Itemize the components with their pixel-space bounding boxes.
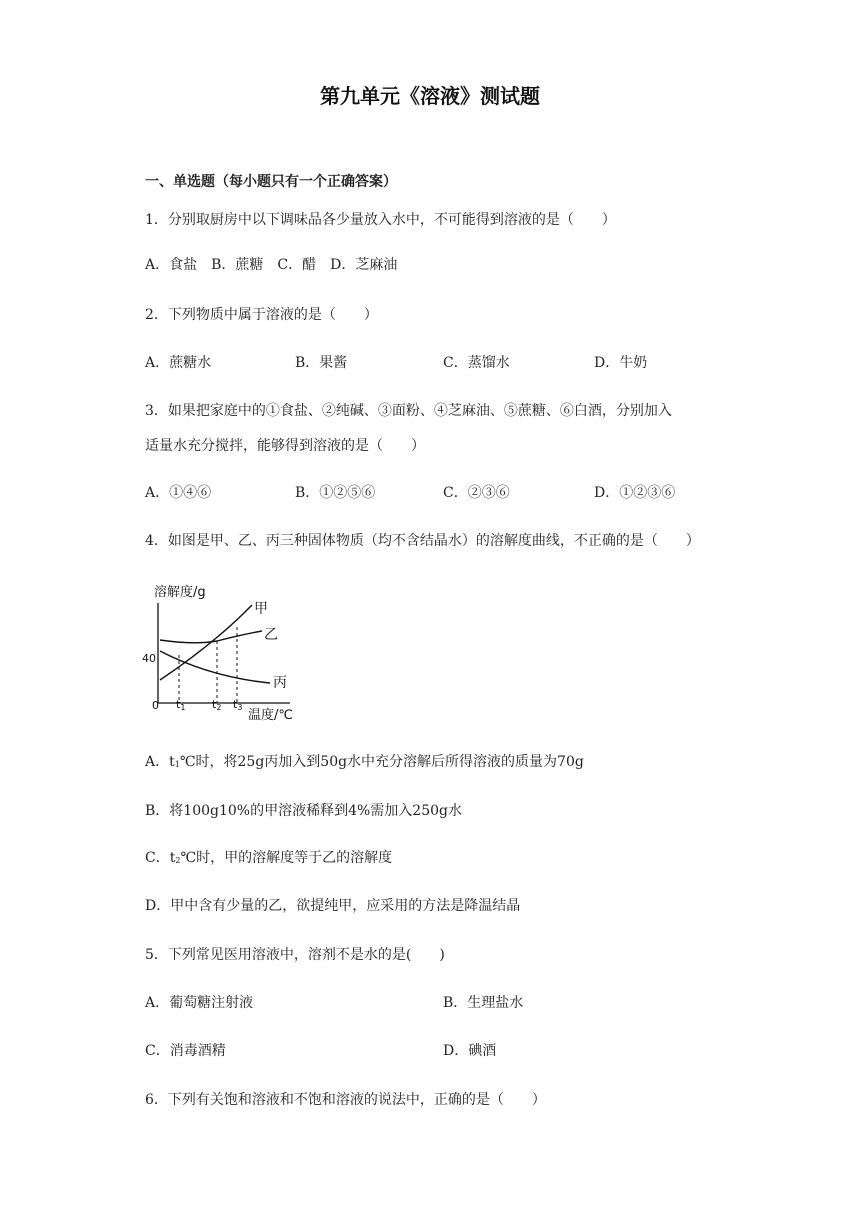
question-1-options: A．食盐 B．蔗糖 C．醋 D．芝麻油: [145, 257, 398, 273]
x-tick-t1: t1: [176, 698, 186, 712]
question-5-option-a: A．葡萄糖注射液: [145, 995, 254, 1011]
question-4-option-c: C．$t_2℃$时，甲的溶解度等于乙的溶解度: [145, 850, 393, 866]
y-tick-40: 40: [142, 652, 156, 665]
question-5-option-c: C．消毒酒精: [145, 1043, 226, 1059]
question-2-option-b: B．果酱: [295, 355, 348, 371]
curve-bing: [160, 651, 270, 683]
x-tick-t2: t2: [212, 698, 222, 712]
question-5-option-d: D．碘酒: [443, 1043, 497, 1059]
question-4-option-a: A．$t_1℃$时，将25g丙加入到50g水中充分溶解后所得溶液的质量为70g: [145, 754, 584, 770]
question-3-stem-line-2: 适量水充分搅拌，能够得到溶液的是（ ）: [145, 438, 425, 454]
question-5-option-b: B．生理盐水: [443, 995, 524, 1011]
question-3-option-d: D．①②③⑥: [594, 485, 676, 501]
question-4-stem: 4．如图是甲、乙、丙三种固体物质（均不含结晶水）的溶解度曲线，不正确的是（ ）: [145, 533, 700, 549]
question-2-option-a: A．蔗糖水: [145, 355, 212, 371]
origin-label: 0: [152, 699, 159, 712]
question-4-option-b: B．将100g10%的甲溶液稀释到4%需加入250g水: [145, 803, 462, 819]
question-5-stem: 5．下列常见医用溶液中，溶剂不是水的是( ): [145, 947, 445, 963]
section-heading: 一、单选题（每小题只有一个正确答案）: [145, 174, 397, 190]
question-2-stem: 2．下列物质中属于溶液的是（ ）: [145, 307, 378, 323]
question-6-stem: 6．下列有关饱和溶液和不饱和溶液的说法中，正确的是（ ）: [145, 1092, 546, 1108]
question-3-option-a: A．①④⑥: [145, 485, 212, 501]
question-3-option-c: C．②③⑥: [443, 485, 510, 501]
curve-label-yi: 乙: [264, 627, 278, 643]
question-3-option-b: B．①②⑤⑥: [295, 485, 376, 501]
y-axis-label: 溶解度/g: [154, 585, 206, 600]
question-2-option-c: C．蒸馏水: [443, 355, 510, 371]
curve-label-jia: 甲: [254, 601, 268, 617]
question-4-option-d: D．甲中含有少量的乙，欲提纯甲，应采用的方法是降温结晶: [145, 898, 521, 914]
x-tick-t3: t3: [233, 698, 243, 712]
question-3-stem-line-1: 3．如果把家庭中的①食盐、②纯碱、③面粉、④芝麻油、⑤蔗糖、⑥白酒，分别加入: [145, 403, 672, 419]
curve-yi: [160, 631, 262, 643]
curve-label-bing: 丙: [273, 675, 287, 691]
x-axis-label: 温度/℃: [248, 708, 293, 723]
question-1-stem: 1．分别取厨房中以下调味品各少量放入水中，不可能得到溶液的是（ ）: [145, 212, 616, 228]
page-title: 第九单元《溶液》测试题: [320, 84, 540, 108]
question-2-option-d: D．牛奶: [594, 355, 648, 371]
solubility-curve-figure: [140, 575, 310, 725]
